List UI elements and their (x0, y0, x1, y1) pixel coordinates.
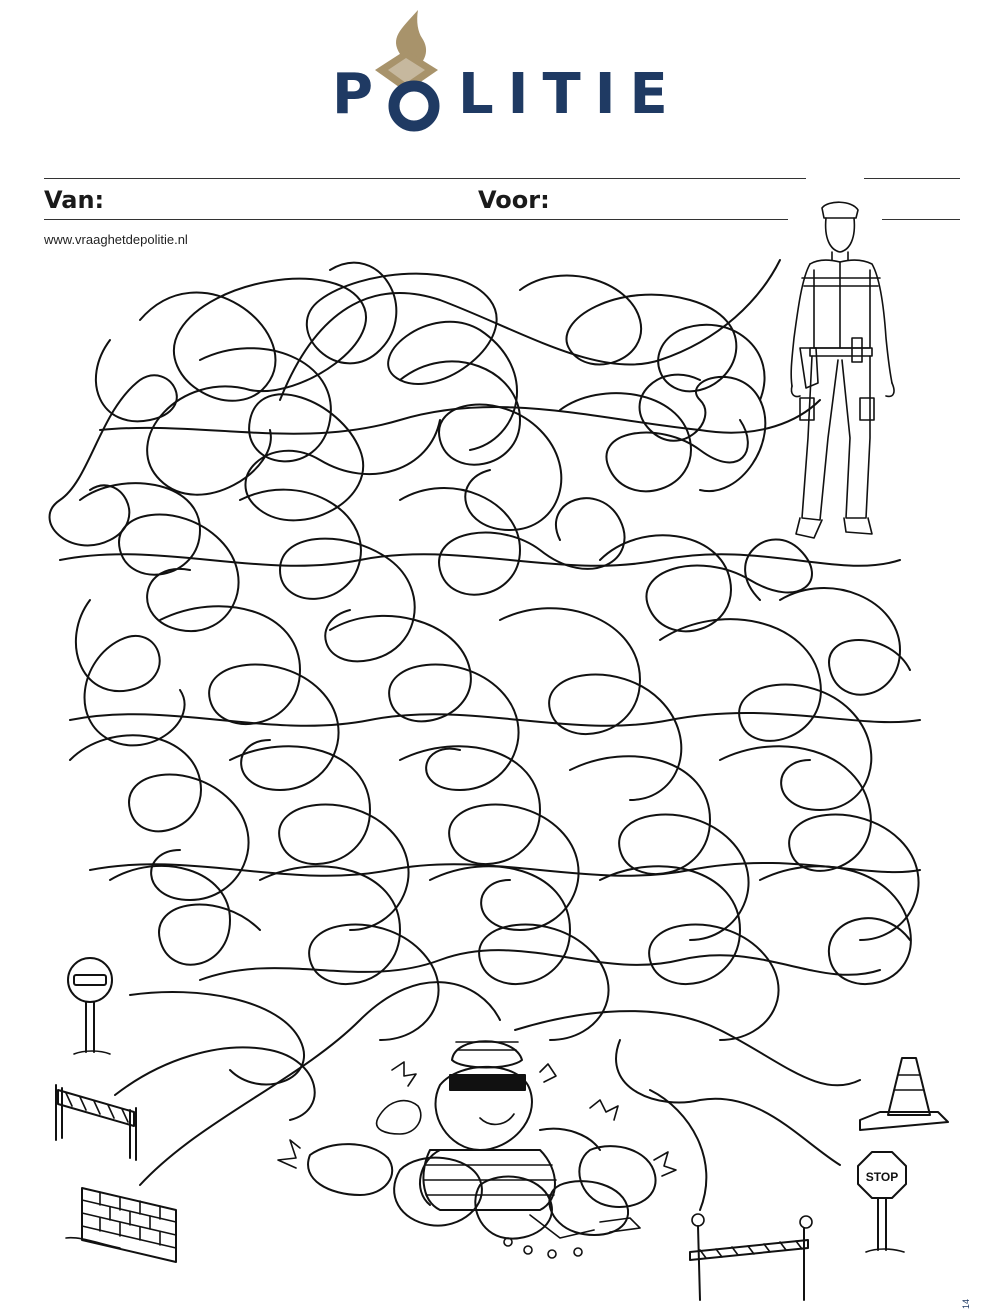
road-barrier-right (690, 1214, 812, 1300)
for-label: Voor: (478, 186, 550, 214)
logo-letters-litie: LITIE (458, 62, 682, 127)
brick-wall (66, 1188, 176, 1262)
stop-sign-text: STOP (865, 1170, 899, 1184)
website-link[interactable]: www.vraaghetdepolitie.nl (44, 232, 188, 247)
burglar-with-money-bags (278, 1041, 676, 1258)
police-officer-figure (791, 202, 894, 538)
road-barrier-left (56, 1085, 136, 1160)
no-entry-sign (68, 958, 112, 1054)
traffic-cone (860, 1058, 948, 1130)
stop-sign (858, 1152, 906, 1252)
from-label: Van: (44, 186, 105, 214)
logo-letter-p: P (332, 62, 388, 127)
footer-code: 14 (960, 1298, 971, 1310)
